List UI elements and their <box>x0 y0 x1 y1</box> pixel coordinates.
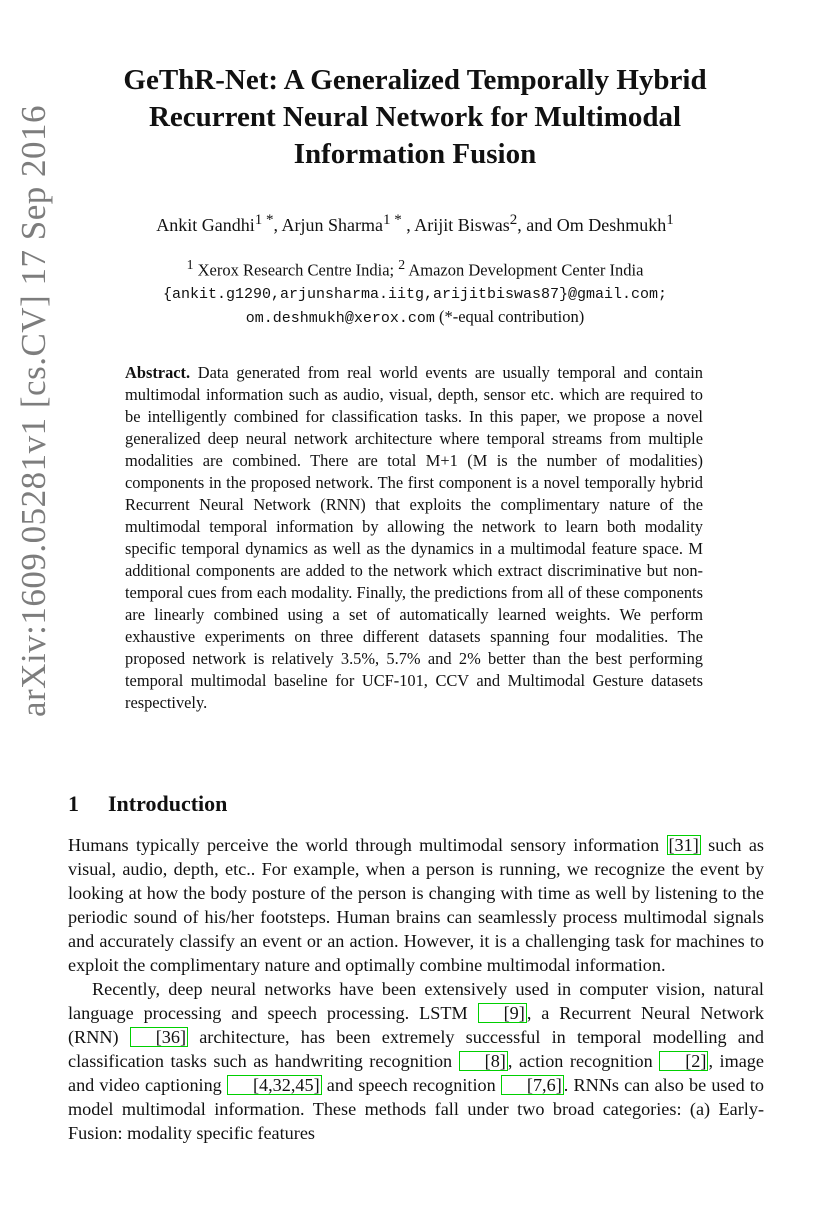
equal-contribution-note: (*-equal contribution) <box>438 306 585 326</box>
abstract <box>125 362 703 714</box>
affil-mark: 2 <box>398 257 406 272</box>
citation-link[interactable]: [31] <box>668 835 699 855</box>
paragraph <box>68 833 764 977</box>
abstract-label: Abstract. <box>125 363 191 382</box>
section-title: Introduction <box>108 791 228 816</box>
email-line <box>70 282 760 306</box>
author-list: Ankit Gandhi$^{1 *}$, Arjun Sharma$^{1 *}$ , Arijit Biswas$^2$, and Om Deshmukh$^1$ <box>156 212 674 235</box>
section-heading <box>68 790 768 818</box>
author-name: Ankit Gandhi <box>156 215 255 235</box>
affiliations <box>70 254 760 330</box>
text-run: , action recognition <box>507 1051 660 1071</box>
text-run: Humans typically perceive the world through multimodal sensory information <box>68 835 667 855</box>
affiliation-xerox: Xerox Research Centre India; <box>197 260 395 280</box>
citation-link[interactable]: [9] <box>478 1003 527 1023</box>
text-run: . RNNs can also be used to model multimodal information. These methods fall under two broad categories: (a) Early-Fusion: modality specific features <box>68 1075 764 1143</box>
arxiv-identifier <box>4 55 64 767</box>
author-affil-mark: 2 <box>509 212 518 228</box>
citation-link[interactable]: [8] <box>459 1051 508 1071</box>
affiliation-amazon: Amazon Development Center India <box>408 260 644 280</box>
text-run: , image and video captioning <box>68 1051 764 1095</box>
paragraph <box>68 977 764 1145</box>
arxiv-identifier-text: arXiv:1609.05281v1 [cs.CV] 17 Sep 2016 <box>14 104 53 718</box>
text-run: and speech recognition <box>321 1075 501 1095</box>
author-affil-mark: 1 * <box>382 212 402 228</box>
text-run: such as visual, audio, depth, etc.. For example, when a person is running, we recognize the event by looking at how the body posture of the person is changing with time as well by listening to the periodic sound of his/her footsteps. Human brains can seamlessly process multimodal signals and accurately classify an event or an action. However, it is a challenging task for machines to exploit the complimentary nature and optimally combine multimodal information. <box>68 835 764 975</box>
section-number: 1 <box>68 791 79 816</box>
abstract-text: Data generated from real world events are usually temporal and contain multimodal information such as audio, visual, depth, sensor etc. which are required to be intelligently combined for classification tasks. In this paper, we propose a novel generalized deep neural network architecture where temporal streams from multiple modalities are combined. There are total M+1 (M is the number of modalities) components in the proposed network. The first component is a novel temporally hybrid Recurrent Neural Network (RNN) that exploits the complimentary nature of the multimodal temporal information by allowing the network to learn both modality specific temporal dynamics as well as the dynamics in a multimodal feature space. M additional components are added to the network which extract discriminative but non-temporal cues from each modality. Finally, the predictions from all of these components are linearly combined using a set of automatically learned weights. We perform exhaustive experiments on three different datasets spanning four modalities. The proposed network is relatively 3.5%, 5.7% and 2% better than the best performing temporal multimodal baseline for UCF-101, CCV and Multimodal Gesture datasets respectively. <box>125 363 703 712</box>
email-line-2 <box>70 306 760 330</box>
author-affil-mark: 1 <box>666 212 674 228</box>
citation-link[interactable]: [36] <box>130 1027 188 1047</box>
body-text <box>68 833 764 1145</box>
author-affil-mark: 1 * <box>254 212 274 228</box>
affil-mark: 1 <box>186 257 194 272</box>
text-run: architecture, has been extremely successful in temporal modelling and classification tasks such as handwriting recognition <box>68 1027 764 1071</box>
author-name: Arjun Sharma <box>281 215 383 235</box>
affiliation-line <box>70 254 760 282</box>
citation-link[interactable]: [7,6] <box>501 1075 564 1095</box>
text-run: Recently, deep neural networks have been extensively used in computer vision, natural language processing and speech processing. LSTM <box>68 979 764 1023</box>
author-emails: {ankit.g1290,arjunsharma.iitg,arijitbiswas87}@gmail.com; <box>162 285 668 303</box>
citation-link[interactable]: [2] <box>659 1051 708 1071</box>
paper-title: GeThR-Net: A Generalized Temporally Hybrid Recurrent Neural Network for Multimodal Information Fusion <box>123 64 707 170</box>
author-name: Arijit Biswas <box>414 215 510 235</box>
author-email: om.deshmukh@xerox.com <box>245 309 435 327</box>
text-run: , a Recurrent Neural Network (RNN) <box>68 1003 764 1047</box>
author-name: Om Deshmukh <box>556 215 667 235</box>
citation-link[interactable]: [4,32,45] <box>227 1075 322 1095</box>
